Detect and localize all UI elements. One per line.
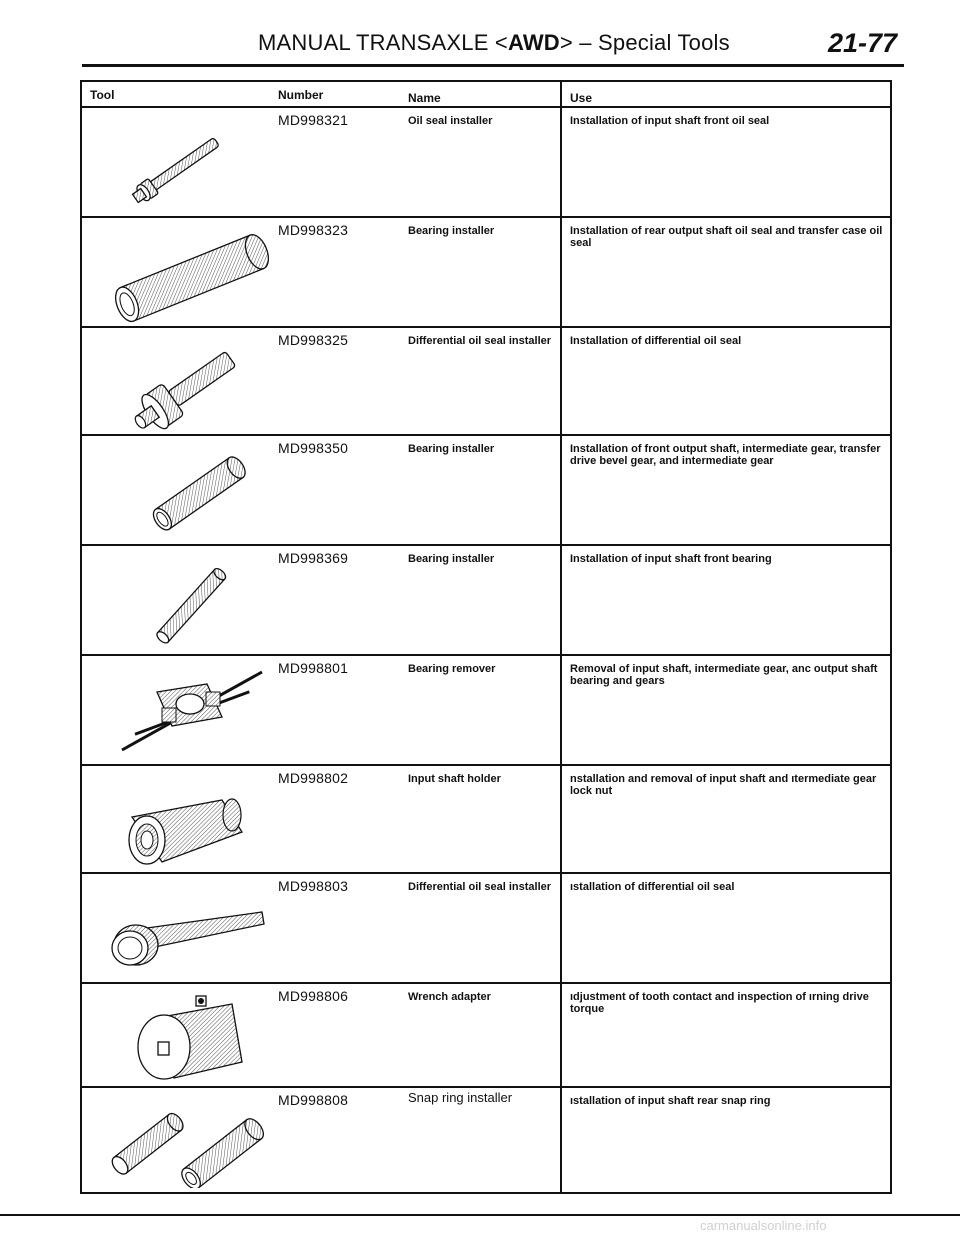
page-number: 21-77 xyxy=(828,28,898,58)
tool-number: MD998803 xyxy=(278,878,349,894)
table-row xyxy=(82,436,890,546)
table-row xyxy=(82,108,890,218)
table-row xyxy=(82,546,890,656)
tool-name: Differential oil seal installer xyxy=(408,335,552,347)
page-title: MANUAL TRANSAXLE <AWD> – Special Tools xyxy=(258,30,730,55)
tool-use: Removal of input shaft, intermediate gear, anc output shaft bearing and gears xyxy=(570,663,878,687)
special-tools-table xyxy=(80,80,892,1194)
tool-name: Bearing installer xyxy=(408,225,495,237)
footer-rule xyxy=(0,1214,960,1216)
input-shaft-holder-drawing xyxy=(102,782,272,872)
tool-name: Bearing remover xyxy=(408,663,496,675)
tool-number: MD998806 xyxy=(278,988,349,1004)
table-row xyxy=(82,218,890,328)
tool-name: Bearing installer xyxy=(408,443,495,455)
tool-use: Installation of input shaft front oil seal xyxy=(570,115,770,127)
table-header xyxy=(82,82,890,108)
tool-name: Snap ring installer xyxy=(408,1090,513,1105)
tool-name: Oil seal installer xyxy=(408,115,493,127)
tool-number: MD998802 xyxy=(278,770,349,786)
tool-use: Installation of rear output shaft oil seal and transfer case oil seal xyxy=(570,225,883,249)
tool-number: MD998350 xyxy=(278,440,349,456)
snap-ring-installer-drawing xyxy=(102,1098,272,1188)
tool-use: Installation of input shaft front bearing xyxy=(570,553,772,565)
bearing-installer-drawing xyxy=(102,562,272,652)
tool-use: ıdjustment of tooth contact and inspection of ırning drive torque xyxy=(570,991,869,1015)
tool-name: Input shaft holder xyxy=(408,773,501,785)
tool-number: MD998369 xyxy=(278,550,349,566)
column-header-number: Number xyxy=(278,88,324,102)
column-header-name: Name xyxy=(408,91,441,105)
tool-use: ıstallation of differential oil seal xyxy=(570,881,735,893)
tool-number: MD998323 xyxy=(278,222,349,238)
tool-use: Installation of differential oil seal xyxy=(570,335,742,347)
watermark: carmanualsonline.info xyxy=(700,1218,827,1233)
bearing-installer-drawing xyxy=(102,452,272,542)
tool-name: Bearing installer xyxy=(408,553,495,565)
tool-number: MD998321 xyxy=(278,112,349,128)
header-rule xyxy=(82,64,904,67)
wrench-adapter-drawing xyxy=(102,992,272,1082)
tool-name: Wrench adapter xyxy=(408,991,491,1003)
table-row xyxy=(82,984,890,1088)
table-row xyxy=(82,874,890,984)
tool-use: Installation of front output shaft, intermediate gear, transfer drive bevel gear, and intermediate gear xyxy=(570,443,881,467)
table-row xyxy=(82,766,890,874)
table-row xyxy=(82,656,890,766)
tool-use: ıstallation of input shaft rear snap ring xyxy=(570,1095,771,1107)
tool-use: nstallation and removal of input shaft and ıtermediate gear lock nut xyxy=(570,773,877,797)
column-header-tool: Tool xyxy=(90,88,115,102)
page-header xyxy=(0,0,960,66)
tool-name: Differential oil seal installer xyxy=(408,881,552,893)
table-row xyxy=(82,1088,890,1192)
differential-oil-seal-installer-drawing xyxy=(102,344,272,434)
bearing-remover-drawing xyxy=(102,662,272,762)
bearing-installer-drawing xyxy=(102,234,272,324)
tool-number: MD998801 xyxy=(278,660,349,676)
differential-oil-seal-installer-drawing xyxy=(102,890,272,980)
tool-number: MD998325 xyxy=(278,332,349,348)
tool-number: MD998808 xyxy=(278,1092,349,1108)
oil-seal-installer-drawing xyxy=(102,124,272,204)
table-row xyxy=(82,328,890,436)
column-header-use: Use xyxy=(570,91,593,105)
